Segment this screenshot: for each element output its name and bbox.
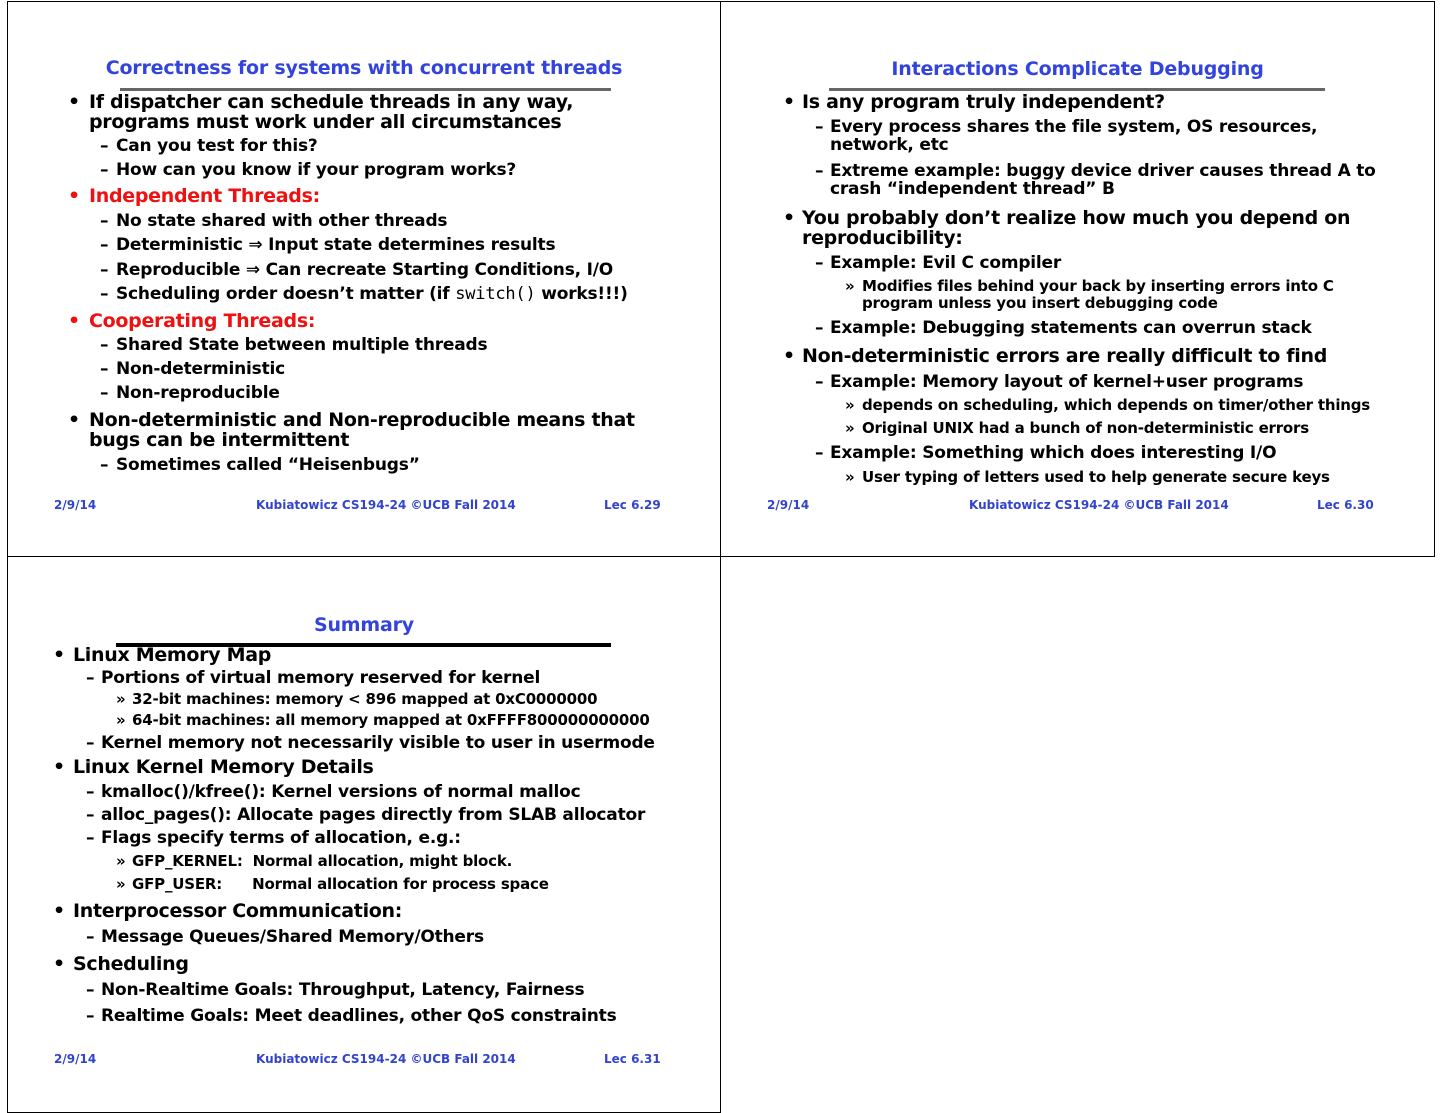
bullet-text-line: Example: Evil C compiler xyxy=(830,253,1062,273)
bullet-text-line: Example: Debugging statements can overrun stack xyxy=(830,318,1312,338)
bullet-text-line: Flags specify terms of allocation, e.g.: xyxy=(101,828,461,848)
bullet-text-line: GFP_USER: Normal allocation for process space xyxy=(132,875,549,893)
bullet-text-line: User typing of letters used to help generate secure keys xyxy=(862,468,1330,486)
subbullet-marker: » xyxy=(116,852,126,870)
dash-marker: – xyxy=(100,284,109,304)
bullet-text-line: Extreme example: buggy device driver causes thread A to xyxy=(830,161,1376,181)
bullet-level-3 xyxy=(132,853,512,870)
slide-title: Summary xyxy=(314,614,414,636)
bullet-text-line: Every process shares the file system, OS resources, xyxy=(830,117,1318,137)
bullet-text-line: Portions of virtual memory reserved for kernel xyxy=(101,668,541,688)
footer-page: Lec 6.29 xyxy=(604,498,661,512)
subbullet-marker: » xyxy=(116,711,126,729)
bullet-level-2 xyxy=(116,261,613,279)
bullet-level-3 xyxy=(862,397,1370,414)
bullet-level-1 xyxy=(73,901,402,921)
subbullet-marker: » xyxy=(116,690,126,708)
footer-date: 2/9/14 xyxy=(54,498,97,512)
bullet-level-1 xyxy=(89,410,635,450)
slide-title: Correctness for systems with concurrent threads xyxy=(105,57,623,79)
footer-course: Kubiatowicz CS194-24 ©UCB Fall 2014 xyxy=(256,498,516,512)
bullet-level-2 xyxy=(830,319,1312,337)
bullet-level-3 xyxy=(862,469,1330,486)
bullet-text-line: 32-bit machines: memory < 896 mapped at 0xC0000000 xyxy=(132,690,598,708)
bullet-text-line: Non-deterministic xyxy=(116,359,286,379)
dash-marker: – xyxy=(86,782,95,802)
bullet-level-2 xyxy=(116,336,487,354)
dash-marker: – xyxy=(100,359,109,379)
dash-marker: – xyxy=(815,117,824,137)
bullet-text-line: depends on scheduling, which depends on timer/other things xyxy=(862,396,1371,414)
bullet-level-2 xyxy=(116,384,280,402)
bullet-text-line: Message Queues/Shared Memory/Others xyxy=(101,927,484,947)
bullet-level-2 xyxy=(116,236,555,254)
dash-marker: – xyxy=(86,668,95,688)
bullet-marker: • xyxy=(68,185,80,207)
bullet-level-2 xyxy=(101,669,540,687)
bullet-text-line: Modifies files behind your back by inserting errors into C xyxy=(862,277,1334,295)
bullet-text-line: Sometimes called “Heisenbugs” xyxy=(116,455,420,475)
dash-marker: – xyxy=(86,1006,95,1026)
bullet-level-2 xyxy=(830,118,1317,154)
bullet-text-line: 64-bit machines: all memory mapped at 0xFFFF800000000000 xyxy=(132,711,650,729)
bullet-text-line: How can you know if your program works? xyxy=(116,160,517,180)
bullet-level-2 xyxy=(101,734,655,752)
bullet-text-line: Deterministic ⇒ Input state determines results xyxy=(116,235,556,255)
bullet-text-line: Linux Memory Map xyxy=(73,644,272,666)
subbullet-marker: » xyxy=(845,419,855,437)
dash-marker: – xyxy=(86,733,95,753)
dash-marker: – xyxy=(86,927,95,947)
bullet-text-line: kmalloc()/kfree(): Kernel versions of normal malloc xyxy=(101,782,581,802)
bullet-level-1 xyxy=(89,186,320,206)
bullet-marker: • xyxy=(68,91,80,113)
bullet-text-line: If dispatcher can schedule threads in any way, xyxy=(89,91,574,113)
bullet-text-line: crash “independent thread” B xyxy=(830,179,1115,199)
bullet-text-line: GFP_KERNEL: Normal allocation, might block. xyxy=(132,852,513,870)
bullet-marker: • xyxy=(53,644,65,666)
subbullet-marker: » xyxy=(845,396,855,414)
bullet-text-line: Independent Threads: xyxy=(89,185,320,207)
bullet-level-3 xyxy=(862,278,1334,312)
bullet-text-line: programs must work under all circumstances xyxy=(89,111,562,133)
bullet-level-2 xyxy=(830,444,1276,462)
bullet-text: Scheduling order doesn’t matter (if xyxy=(116,284,456,304)
bullet-level-1 xyxy=(802,346,1327,366)
dash-marker: – xyxy=(86,828,95,848)
bullet-text-line: reproducibility: xyxy=(802,227,963,249)
bullet-text-line: Original UNIX had a bunch of non-deterministic errors xyxy=(862,419,1309,437)
footer-course: Kubiatowicz CS194-24 ©UCB Fall 2014 xyxy=(256,1052,516,1066)
footer-course: Kubiatowicz CS194-24 ©UCB Fall 2014 xyxy=(969,498,1229,512)
bullet-level-2 xyxy=(101,928,484,946)
bullet-level-2 xyxy=(101,1007,617,1025)
slide-lec-6-31 xyxy=(7,556,721,1113)
bullet-level-2 xyxy=(116,137,318,155)
bullet-text-line: program unless you insert debugging code xyxy=(862,294,1218,312)
bullet-text-line: Realtime Goals: Meet deadlines, other QoS constraints xyxy=(101,1006,617,1026)
bullet-text: works!!!) xyxy=(535,284,628,304)
bullet-text-line: bugs can be intermittent xyxy=(89,429,350,451)
bullet-text-line: Linux Kernel Memory Details xyxy=(73,756,374,778)
subbullet-marker: » xyxy=(845,468,855,486)
bullet-level-2 xyxy=(830,254,1061,272)
dash-marker: – xyxy=(100,335,109,355)
footer-page: Lec 6.31 xyxy=(604,1052,661,1066)
bullet-level-3 xyxy=(862,420,1309,437)
dash-marker: – xyxy=(100,455,109,475)
bullet-level-3 xyxy=(132,691,597,708)
dash-marker: – xyxy=(815,318,824,338)
bullet-level-1 xyxy=(802,208,1350,248)
dash-marker: – xyxy=(100,235,109,255)
bullet-text-line: Non-Realtime Goals: Throughput, Latency, Fairness xyxy=(101,980,585,1000)
bullet-text-line: Cooperating Threads: xyxy=(89,310,316,332)
slide-lec-6-29 xyxy=(7,1,721,557)
bullet-level-1 xyxy=(89,311,315,331)
bullet-text-line: Can you test for this? xyxy=(116,136,318,156)
footer-date: 2/9/14 xyxy=(767,498,810,512)
bullet-marker: • xyxy=(68,409,80,431)
bullet-text-line: Reproducible ⇒ Can recreate Starting Conditions, I/O xyxy=(116,260,613,280)
footer-page: Lec 6.30 xyxy=(1317,498,1374,512)
bullet-level-3 xyxy=(132,712,650,729)
dash-marker: – xyxy=(815,372,824,392)
bullet-level-2 xyxy=(101,981,584,999)
code-snippet: switch() xyxy=(455,284,536,304)
bullet-level-1 xyxy=(73,645,271,665)
bullet-text-line: Non-deterministic errors are really difficult to find xyxy=(802,345,1328,367)
bullet-level-2 xyxy=(116,212,447,230)
dash-marker: – xyxy=(815,253,824,273)
dash-marker: – xyxy=(100,136,109,156)
bullet-text-line: network, etc xyxy=(830,135,949,155)
dash-marker: – xyxy=(100,260,109,280)
bullet-level-2 xyxy=(101,783,580,801)
bullet-level-2 xyxy=(116,285,628,303)
bullet-level-1 xyxy=(89,92,573,132)
dash-marker: – xyxy=(86,805,95,825)
dash-marker: – xyxy=(100,383,109,403)
bullet-level-2 xyxy=(116,161,516,179)
bullet-text-line: Non-reproducible xyxy=(116,383,280,403)
bullet-text-line: Shared State between multiple threads xyxy=(116,335,488,355)
bullet-level-2 xyxy=(101,829,461,847)
bullet-marker: • xyxy=(53,900,65,922)
bullet-text-line: Example: Something which does interesting I/O xyxy=(830,443,1277,463)
bullet-level-3 xyxy=(132,876,549,893)
bullet-text-line: Interprocessor Communication: xyxy=(73,900,403,922)
bullet-text-line: No state shared with other threads xyxy=(116,211,448,231)
bullet-text-line: alloc_pages(): Allocate pages directly from SLAB allocator xyxy=(101,805,646,825)
bullet-level-1 xyxy=(73,954,189,974)
bullet-level-2 xyxy=(830,373,1303,391)
dash-marker: – xyxy=(100,160,109,180)
bullet-marker: • xyxy=(783,207,795,229)
bullet-marker: • xyxy=(68,310,80,332)
dash-marker: – xyxy=(86,980,95,1000)
bullet-text-line: Scheduling xyxy=(73,953,189,975)
bullet-text-line: Kernel memory not necessarily visible to user in usermode xyxy=(101,733,655,753)
bullet-text-line: You probably don’t realize how much you depend on xyxy=(802,207,1351,229)
bullet-level-2 xyxy=(101,806,645,824)
dash-marker: – xyxy=(815,443,824,463)
dash-marker: – xyxy=(815,161,824,181)
subbullet-marker: » xyxy=(116,875,126,893)
bullet-level-2 xyxy=(116,360,285,378)
bullet-level-2 xyxy=(830,162,1376,198)
bullet-marker: • xyxy=(783,345,795,367)
slide-lec-6-30 xyxy=(720,1,1435,557)
slide-title: Interactions Complicate Debugging xyxy=(891,58,1264,80)
bullet-text-line: Non-deterministic and Non-reproducible means that xyxy=(89,409,635,431)
subbullet-marker: » xyxy=(845,277,855,295)
footer-date: 2/9/14 xyxy=(54,1052,97,1066)
bullet-text-line: Is any program truly independent? xyxy=(802,91,1165,113)
bullet-text-line: Example: Memory layout of kernel+user programs xyxy=(830,372,1304,392)
bullet-marker: • xyxy=(783,91,795,113)
bullet-level-2 xyxy=(116,456,420,474)
bullet-marker: • xyxy=(53,953,65,975)
bullet-level-1 xyxy=(73,757,374,777)
bullet-level-1 xyxy=(802,92,1165,112)
dash-marker: – xyxy=(100,211,109,231)
bullet-marker: • xyxy=(53,756,65,778)
